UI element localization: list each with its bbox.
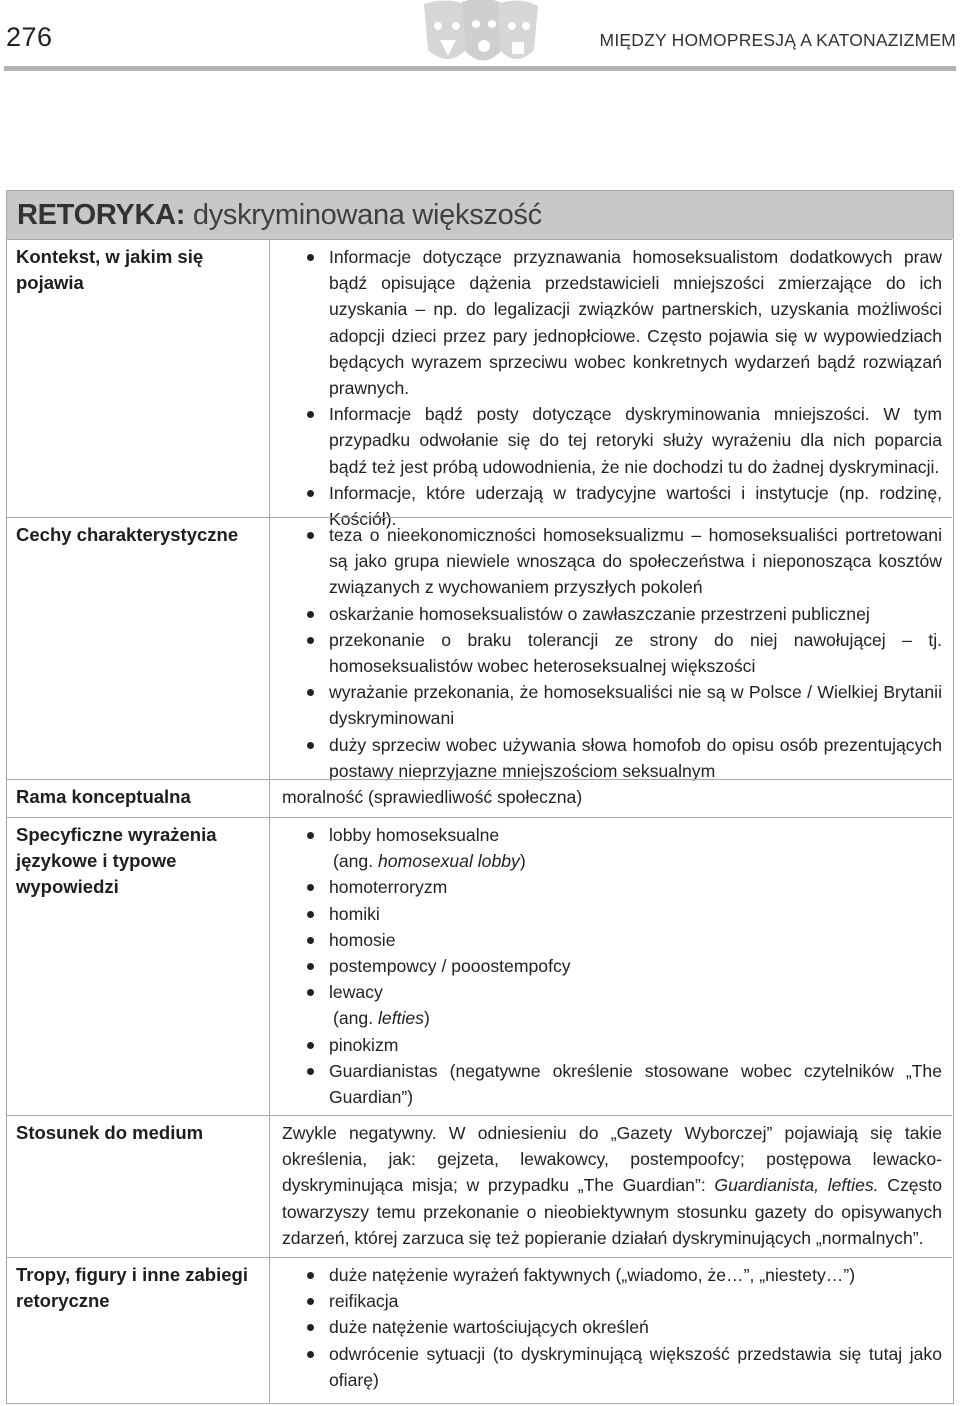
expression-translation xyxy=(329,848,942,874)
row-label: Rama konceptualna xyxy=(7,780,270,818)
list-item xyxy=(282,979,942,1031)
list-item: wyrażanie przekonania, że homoseksualiści nie są w Polsce / Wielkiej Brytanii dyskryminowani xyxy=(282,679,942,731)
table-row-expressions xyxy=(7,817,952,1116)
row-text-part: Zwykle negatywny. W odniesieniu do „Gazety Wyborczej” pojawiają się takie określenia, jak: gejzeta, lewakowcy, postempoofcy; postępowa lewacko-dyskryminująca misja; w przypadku „The Guardian”: xyxy=(282,1123,942,1196)
header-rule xyxy=(4,66,956,71)
row-label: Cechy charakterystyczne xyxy=(7,518,270,780)
list-item: Informacje bądź posty dotyczące dyskryminowania mniejszości. W tym przypadku odwołanie się do tej retoryki służy wyrażeniu dla nich poparcia bądź też jest próbą udowodnienia, że nie dochodzi tu do żadnej dyskryminacji. xyxy=(282,401,942,480)
expression: Guardianistas (negatywne określenie stosowane wobec czytelników „The Guardian”) xyxy=(329,1060,942,1108)
row-content xyxy=(270,1116,952,1258)
translation-suffix: ) xyxy=(519,851,526,872)
row-text xyxy=(282,1120,942,1251)
row-label: Specyficzne wyrażenia językowe i typowe wypowiedzi xyxy=(7,818,270,1116)
table-row-frame xyxy=(7,779,952,818)
expression: lobby homoseksualne xyxy=(329,825,500,845)
page-number: 276 xyxy=(6,22,53,52)
running-title: MIĘDZY HOMOPRESJĄ A KATONAZIZMEM xyxy=(599,30,956,50)
expression: lewacy xyxy=(329,982,383,1003)
expression: postempowcy / pooostempofcy xyxy=(329,956,571,977)
table-row-context xyxy=(7,239,952,530)
row-label: Kontekst, w jakim się pojawia xyxy=(7,240,270,518)
expression: pinokizm xyxy=(329,1034,399,1055)
row-content xyxy=(270,1258,952,1403)
theatre-masks-logo xyxy=(418,0,542,72)
row-label: Tropy, figury i inne zabiegi retoryczne xyxy=(7,1258,270,1403)
row-content xyxy=(270,818,952,1116)
list-item: Informacje dotyczące przyznawania homoseksualistom dodatkowych praw bądź opisujące dążenia przedstawicieli mniejszości zmierzające do ich uzyskania – np. do legalizacji związków partnerskich, uzyskania możliwości adopcji dzieci przez pary jednopłciowe. Często pojawia się w wypowiedziach będących wyrazem sprzeciwu wobec konkretnych wydarzeń bądź rozwiązań prawnych. xyxy=(282,244,942,401)
table-row-tropes xyxy=(7,1257,952,1403)
list-item: duże natężenie wyrażeń faktywnych („wiadomo, że…”, „niestety…”) xyxy=(282,1262,942,1288)
list-item: odwrócenie sytuacji (to dyskryminującą większość przedstawia się tutaj jako ofiarę) xyxy=(282,1341,942,1393)
list-item xyxy=(282,1058,942,1110)
row-content xyxy=(270,240,952,530)
table-title-rest: dyskryminowana większość xyxy=(192,199,542,231)
expression: homosie xyxy=(329,929,396,950)
list-item xyxy=(282,822,942,874)
list-item: Informacje, które uderzają w tradycyjne wartości i instytucje (np. rodzinę, Kościół). xyxy=(282,480,942,532)
list-item: duży sprzeciw wobec używania słowa homofob do opisu osób prezentujących postawy nieprzyjazne mniejszościom seksualnym xyxy=(282,732,942,784)
translation-term: homosexual lobby xyxy=(378,851,520,872)
list-item: teza o nieekonomiczności homoseksualizmu – homoseksualiści portretowani są jako grupa niewiele wnosząca do społeczeństwa i nieponosząca kosztów związanych z wychowaniem przyszłych pokoleń xyxy=(282,522,942,601)
row-text: moralność (sprawiedliwość społeczna) xyxy=(282,787,583,807)
list-item: duże natężenie wartościujących określeń xyxy=(282,1314,942,1340)
table-row-features xyxy=(7,517,952,780)
list-item: oskarżanie homoseksualistów o zawłaszczanie przestrzeni publicznej xyxy=(282,601,942,627)
row-content xyxy=(270,518,952,780)
expression-translation xyxy=(329,1005,942,1031)
rhetoric-table xyxy=(6,190,954,1404)
list-item: przekonanie o braku tolerancji ze strony do niej nawołującej – tj. homoseksualistów wobec heteroseksualnej większości xyxy=(282,627,942,679)
list-item xyxy=(282,927,942,953)
expression: homoterroryzm xyxy=(329,877,448,898)
list-item xyxy=(282,953,942,979)
table-title-strong: RETORYKA: xyxy=(17,199,186,231)
list-item xyxy=(282,901,942,927)
page-header xyxy=(0,0,960,72)
row-text-italic: Guardianista, lefties. xyxy=(714,1175,879,1196)
list-item xyxy=(282,874,942,900)
expression: homiki xyxy=(329,903,380,924)
row-label: Stosunek do medium xyxy=(7,1116,270,1258)
list-item xyxy=(282,1032,942,1058)
row-text-part: Często towarzyszy temu przekonanie o nieobiektywnym stosunku gazety do opisywanych zdarzeń, której zarzuca się też popieranie działań dyskryminujących „normalnych”. xyxy=(282,1175,942,1248)
translation-term: lefties xyxy=(378,1008,424,1029)
translation-prefix: (ang. xyxy=(333,851,378,872)
table-row-media xyxy=(7,1115,952,1258)
translation-prefix: (ang. xyxy=(333,1008,378,1029)
list-item: reifikacja xyxy=(282,1288,942,1314)
table-title xyxy=(7,191,953,239)
row-content xyxy=(270,780,952,818)
translation-suffix: ) xyxy=(423,1008,430,1029)
